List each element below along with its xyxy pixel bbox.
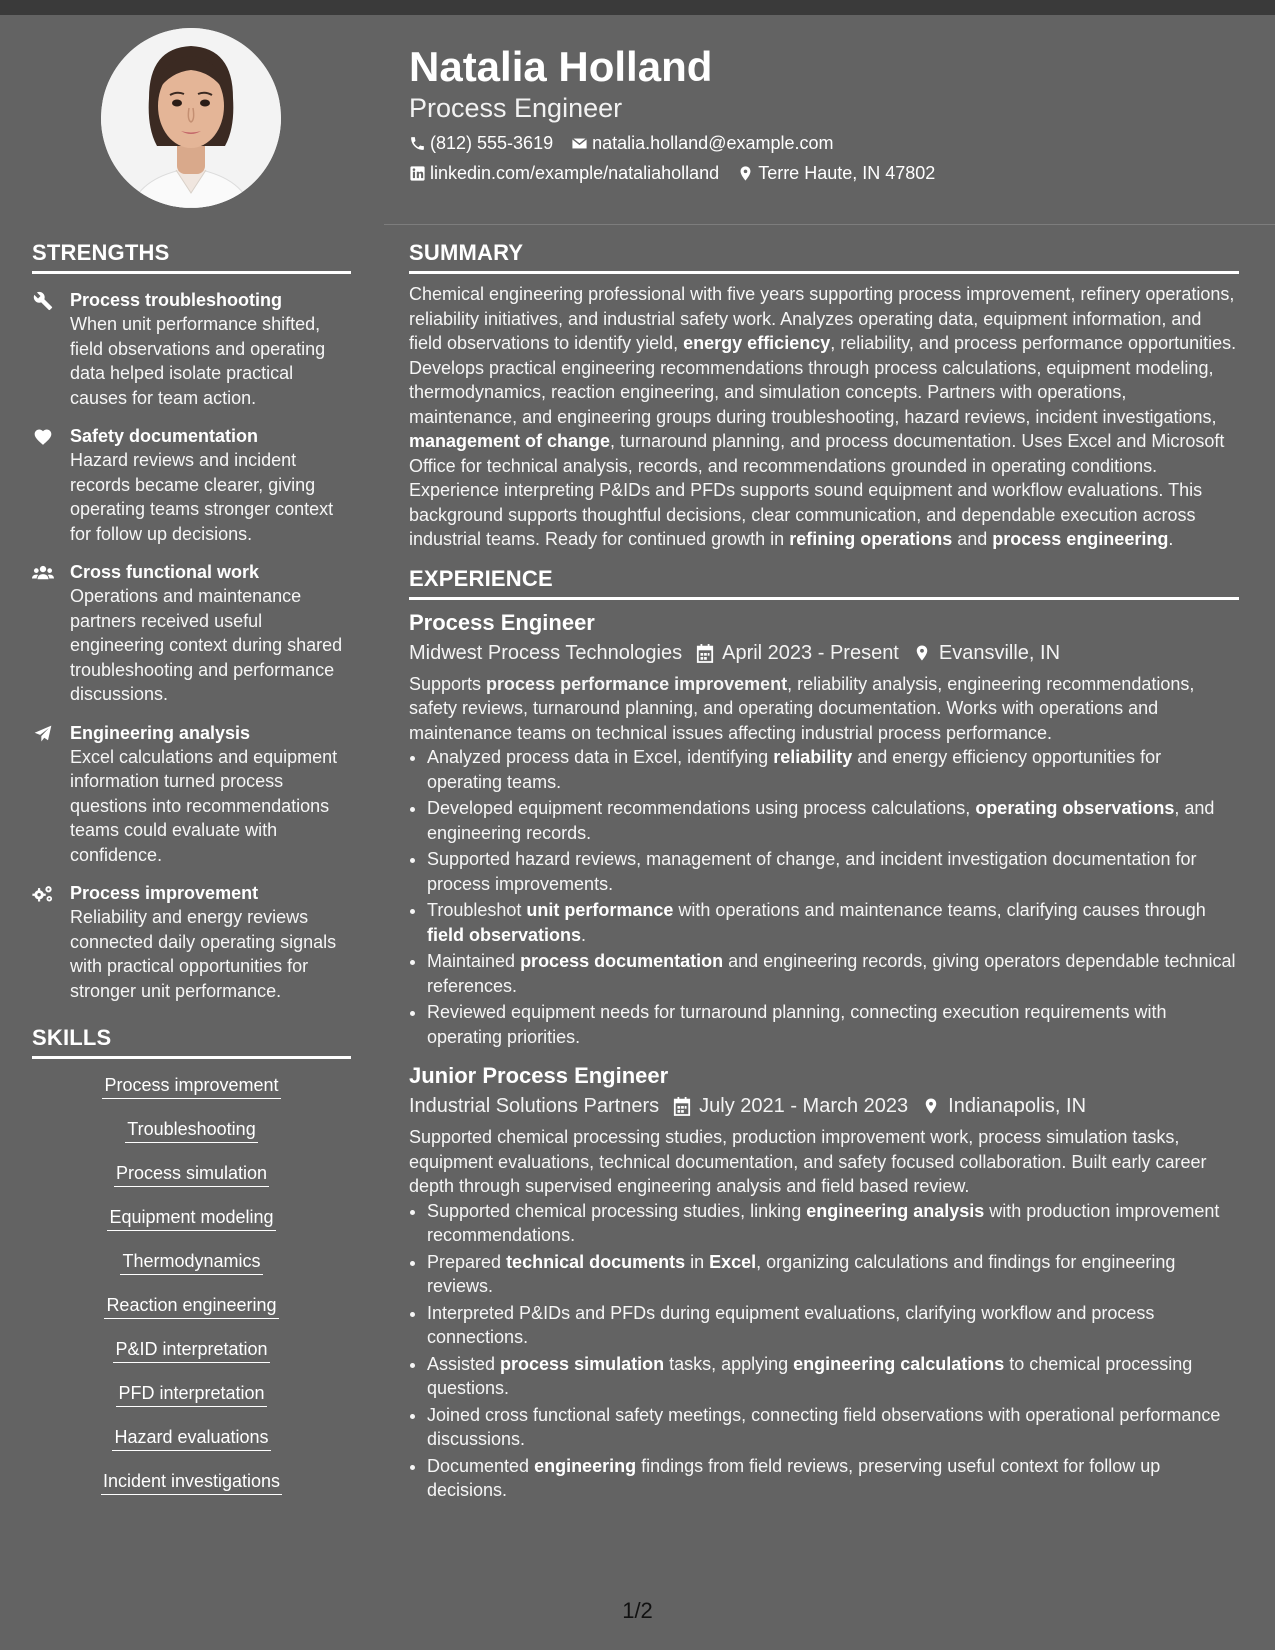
- text-run: findings from field reviews, preserving useful context for follow up decisions.: [427, 1455, 1161, 1500]
- text-run: Troubleshot: [427, 900, 527, 920]
- skill-tag: Hazard evaluations: [112, 1425, 270, 1451]
- bold-text: engineering analysis: [806, 1200, 985, 1221]
- bold-text: engineering calculations: [793, 1353, 1005, 1374]
- left-column: [32, 240, 351, 1513]
- job-meta: [409, 638, 1239, 668]
- skill-tag: PFD interpretation: [116, 1381, 266, 1407]
- job-description: [409, 672, 1239, 746]
- wrench-icon: [32, 291, 54, 311]
- job-dates-text: April 2023 - Present: [722, 641, 899, 664]
- skills-list: [32, 1073, 351, 1513]
- bold-text: unit performance: [526, 900, 674, 920]
- strength-title: Cross functional work: [70, 562, 260, 582]
- bold-text: process engineering: [992, 529, 1169, 549]
- job-bullet: [427, 1454, 1239, 1503]
- paper-plane-icon: [32, 724, 54, 744]
- header-divider: [384, 224, 1275, 225]
- calendar-icon: [696, 643, 714, 663]
- job-bullet: [427, 1000, 1239, 1049]
- strength-item: [32, 881, 351, 1003]
- strength-desc: Hazard reviews and incident records became clearer, giving operating teams stronger context for follow up decisions.: [70, 450, 334, 544]
- page-number: 1/2: [622, 1598, 653, 1623]
- text-run: to chemical processing questions.: [427, 1353, 1193, 1398]
- strength-desc: Reliability and energy reviews connected daily operating signals with practical opportunities for stronger unit performance.: [70, 907, 337, 1001]
- text-run: Maintained: [427, 951, 521, 971]
- bold-text: engineering: [534, 1455, 637, 1476]
- skill-tag: Process simulation: [114, 1161, 269, 1187]
- strength-title: Process troubleshooting: [70, 290, 283, 310]
- text-run: Supported hazard reviews, management of change, and incident investigation documentation for process improvements.: [427, 849, 1197, 894]
- strength-title: Safety documentation: [70, 426, 259, 446]
- text-run: Documented: [427, 1455, 535, 1476]
- strength-item: [32, 288, 351, 410]
- map-pin-icon: [737, 165, 754, 182]
- text-run: with operations and maintenance teams, clarifying causes through: [673, 900, 1206, 920]
- skill-tag: P&ID interpretation: [113, 1337, 269, 1363]
- job-bullets: [409, 745, 1239, 1049]
- bold-text: management of change: [409, 431, 611, 451]
- candidate-role: Process Engineer: [409, 93, 623, 123]
- email-link[interactable]: natalia.holland@example.com: [592, 133, 834, 153]
- bold-text: field observations: [427, 924, 582, 945]
- resume-header: [409, 43, 1239, 185]
- job-title: Process Engineer: [409, 609, 595, 635]
- email-contact[interactable]: [571, 131, 833, 155]
- text-run: , reliability, and process performance opportunities. Develops practical engineering recommendations through process calculations, equipment modeling, thermodynamics, reaction engineering, and simulation concepts. Partners with operations, maintenance, and engineering groups during troubleshooting, hazard reviews, incident investigations,: [409, 333, 1237, 427]
- summary-text: [409, 282, 1239, 552]
- skill-tag: Equipment modeling: [107, 1205, 275, 1231]
- skill-tag: Process improvement: [102, 1073, 280, 1099]
- job-bullet: [427, 898, 1239, 947]
- experience-heading: EXPERIENCE: [409, 566, 1239, 600]
- bold-text: operating observations: [975, 798, 1175, 818]
- job-entry: [409, 608, 1239, 1050]
- job-bullet: [427, 949, 1239, 998]
- job-dates: [696, 638, 899, 668]
- text-run: Chemical engineering professional with five years supporting process improvement, refinery operations, reliability initiatives, and industrial safety work. Analyzes operating data, equipment information, and field observations to identify yield,: [409, 284, 1235, 353]
- text-run: Interpreted P&IDs and PFDs during equipment evaluations, clarifying workflow and process connections.: [427, 1302, 1155, 1347]
- job-meta: [409, 1091, 1239, 1121]
- skill-tag: Thermodynamics: [120, 1249, 262, 1275]
- strength-item: [32, 424, 351, 546]
- phone-text: (812) 555-3619: [430, 133, 554, 153]
- job-title: Junior Process Engineer: [409, 1063, 669, 1088]
- text-run: , turnaround planning, and process documentation. Uses Excel and Microsoft Office for technical analysis, records, and recommendations grounded in operating conditions. Experience interpreting P&IDs and PFDs supports sound equipment and workflow evaluations. This background supports thoughtful decisions, clear communication, and dependable execution across industrial teams. Ready for continued growth in: [409, 431, 1225, 549]
- gears-icon: [32, 884, 54, 904]
- bold-text: reliability: [773, 747, 853, 767]
- text-run: , and engineering records.: [427, 798, 1215, 843]
- job-bullet: [427, 847, 1239, 896]
- job-location: [913, 638, 1060, 668]
- text-run: Supports: [409, 673, 487, 694]
- bold-text: process performance improvement: [486, 673, 788, 694]
- phone-contact: [409, 131, 553, 155]
- job-bullet: [427, 1301, 1239, 1350]
- text-run: and: [952, 529, 993, 549]
- profile-portrait-image: [101, 28, 281, 208]
- skills-heading: SKILLS: [32, 1025, 351, 1059]
- linkedin-link[interactable]: linkedin.com/example/nataliaholland: [430, 163, 720, 183]
- strength-desc: Operations and maintenance partners received useful engineering context during shared troubleshooting and performance discussions.: [70, 586, 343, 704]
- text-run: Joined cross functional safety meetings, connecting field observations with operational performance discussions.: [427, 1404, 1221, 1449]
- job-bullet: [427, 745, 1239, 794]
- candidate-name: Natalia Holland: [409, 43, 713, 90]
- bold-text: process documentation: [520, 951, 724, 971]
- heart-icon: [32, 427, 54, 447]
- job-location-text: Indianapolis, IN: [948, 1095, 1087, 1117]
- skill-tag: Troubleshooting: [125, 1117, 257, 1143]
- bold-text: process simulation: [500, 1353, 665, 1374]
- job-dates: [673, 1091, 908, 1121]
- strengths-heading: STRENGTHS: [32, 240, 351, 274]
- map-pin-icon: [913, 643, 931, 663]
- text-run: Developed equipment recommendations using process calculations,: [427, 798, 976, 818]
- users-icon: [32, 563, 54, 583]
- job-bullets: [409, 1199, 1239, 1503]
- linkedin-icon: [409, 165, 426, 182]
- resume-page: [0, 15, 1275, 1650]
- contact-row-1: [409, 131, 1239, 155]
- location-contact: [737, 161, 935, 185]
- envelope-icon: [571, 135, 588, 152]
- strength-desc: Excel calculations and equipment information turned process questions into recommendations teams could evaluate with confidence.: [70, 746, 338, 865]
- location-text: Terre Haute, IN 47802: [758, 163, 936, 183]
- linkedin-contact[interactable]: [409, 161, 719, 185]
- job-bullet: [427, 1352, 1239, 1401]
- text-run: .: [1168, 529, 1174, 549]
- contact-row-2: [409, 161, 1239, 185]
- job-entry: [409, 1061, 1239, 1503]
- job-bullet: [427, 1250, 1239, 1299]
- profile-photo: [101, 28, 281, 208]
- bold-text: energy efficiency: [683, 333, 831, 353]
- text-run: .: [581, 924, 587, 945]
- text-run: and engineering records, giving operators dependable technical references.: [427, 951, 1236, 996]
- job-bullet: [427, 1403, 1239, 1452]
- text-run: Assisted: [427, 1353, 501, 1374]
- text-run: Supported chemical processing studies, linking: [427, 1200, 807, 1221]
- job-description: [409, 1125, 1239, 1199]
- calendar-icon: [673, 1096, 691, 1116]
- strength-item: [32, 560, 351, 707]
- job-company: Midwest Process Technologies: [409, 641, 683, 664]
- job-dates-text: July 2021 - March 2023: [699, 1095, 909, 1117]
- summary-heading: SUMMARY: [409, 240, 1239, 274]
- right-column: [409, 240, 1239, 1505]
- bold-text: refining operations: [789, 529, 953, 549]
- phone-icon: [409, 135, 426, 152]
- job-bullet: [427, 1199, 1239, 1248]
- strength-item: [32, 721, 351, 868]
- strength-desc: When unit performance shifted, field observations and operating data helped isolate practical causes for team action.: [70, 314, 326, 408]
- text-run: with production improvement recommendations.: [427, 1200, 1220, 1245]
- text-run: in: [685, 1251, 710, 1272]
- job-company: Industrial Solutions Partners: [409, 1095, 660, 1117]
- top-bar: [0, 0, 1275, 15]
- text-run: Analyzed process data in Excel, identifying: [427, 747, 774, 767]
- text-run: Reviewed equipment needs for turnaround planning, connecting execution requirements with operating priorities.: [427, 1002, 1167, 1047]
- text-run: tasks, applying: [664, 1353, 794, 1374]
- strength-title: Process improvement: [70, 883, 259, 903]
- text-run: , organizing calculations and findings for engineering reviews.: [427, 1251, 1176, 1296]
- skill-tag: Incident investigations: [101, 1469, 282, 1495]
- job-location: [922, 1091, 1086, 1121]
- text-run: and energy efficiency opportunities for operating teams.: [427, 747, 1162, 792]
- strengths-list: [32, 288, 351, 1003]
- text-run: Prepared: [427, 1251, 507, 1272]
- strength-title: Engineering analysis: [70, 722, 251, 743]
- bold-text: Excel: [709, 1251, 757, 1272]
- skill-tag: Reaction engineering: [104, 1293, 278, 1319]
- job-bullet: [427, 796, 1239, 845]
- bold-text: technical documents: [506, 1251, 686, 1272]
- job-location-text: Evansville, IN: [938, 641, 1061, 664]
- text-run: , reliability analysis, engineering recommendations, safety reviews, turnaround planning, and operating documentation. Works with operations and maintenance teams on technical issues affecting industrial process performance.: [409, 673, 1195, 743]
- text-run: Supported chemical processing studies, production improvement work, process simulation tasks, equipment evaluations, technical documentation, and safety focused collaboration. Built early career depth through supervised engineering analysis and field based review.: [409, 1127, 1207, 1196]
- map-pin-icon: [922, 1096, 940, 1116]
